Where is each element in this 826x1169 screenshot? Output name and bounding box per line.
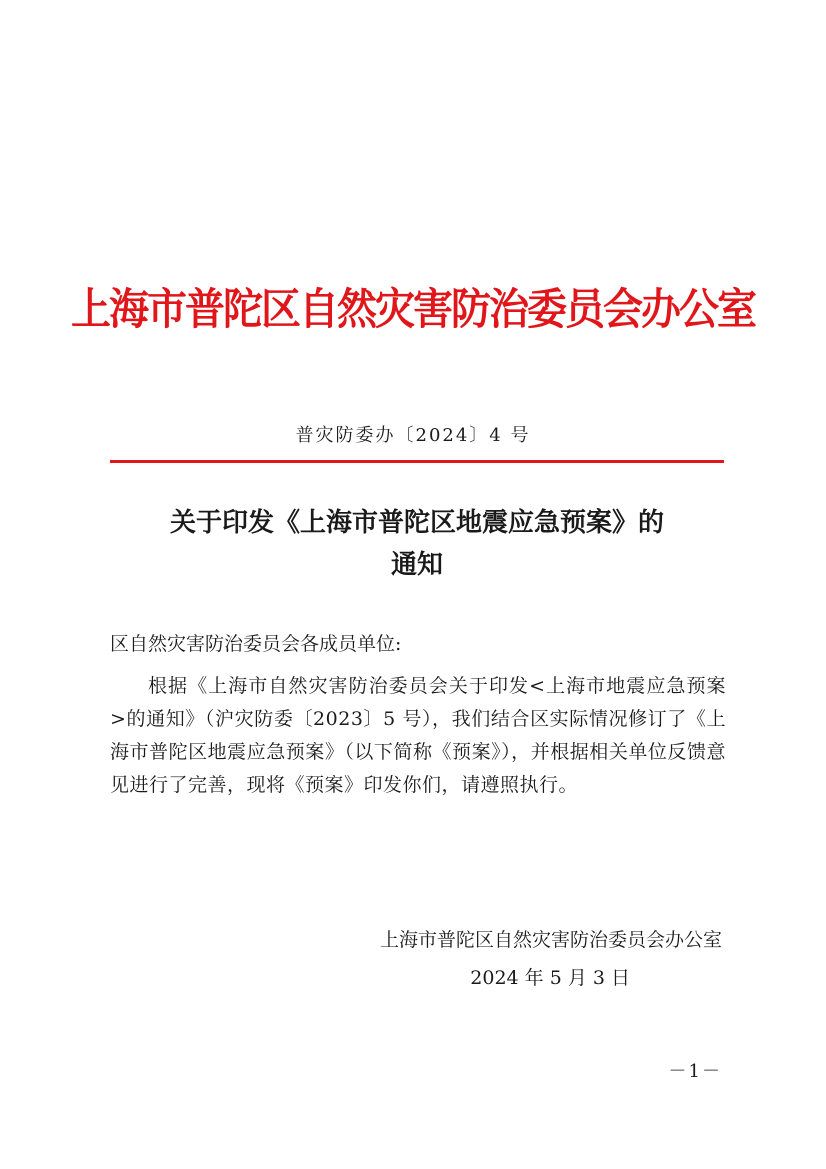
- body-paragraph: 根据《上海市自然灾害防治委员会关于印发<上海市地震应急预案>的通知》（沪灾防委〔2023〕5 号），我们结合区实际情况修订了《上海市普陀区地震应急预案》（以下简称《预案》），并根据相关单位反馈意见进行了完善，现将《预案》印发你们，请遵照执行。: [110, 675, 726, 796]
- addressee: 区自然灾害防治委员会各成员单位:: [110, 633, 402, 655]
- issuing-org-header: 上海市普陀区自然灾害防治委员会办公室: [71, 284, 755, 335]
- signature-org: 上海市普陀区自然灾害防治委员会办公室: [379, 929, 722, 951]
- document-title-line-2: 通知: [390, 550, 443, 580]
- signature-date: 2024 年 5 月 3 日: [470, 967, 630, 989]
- document-title-line-1: 关于印发《上海市普陀区地震应急预案》的: [169, 508, 664, 538]
- document-title: [110, 502, 724, 586]
- red-divider-line: [110, 460, 724, 463]
- document-number: 普灾防委办〔2024〕4 号: [295, 425, 531, 446]
- page-number: －1－: [668, 1061, 722, 1082]
